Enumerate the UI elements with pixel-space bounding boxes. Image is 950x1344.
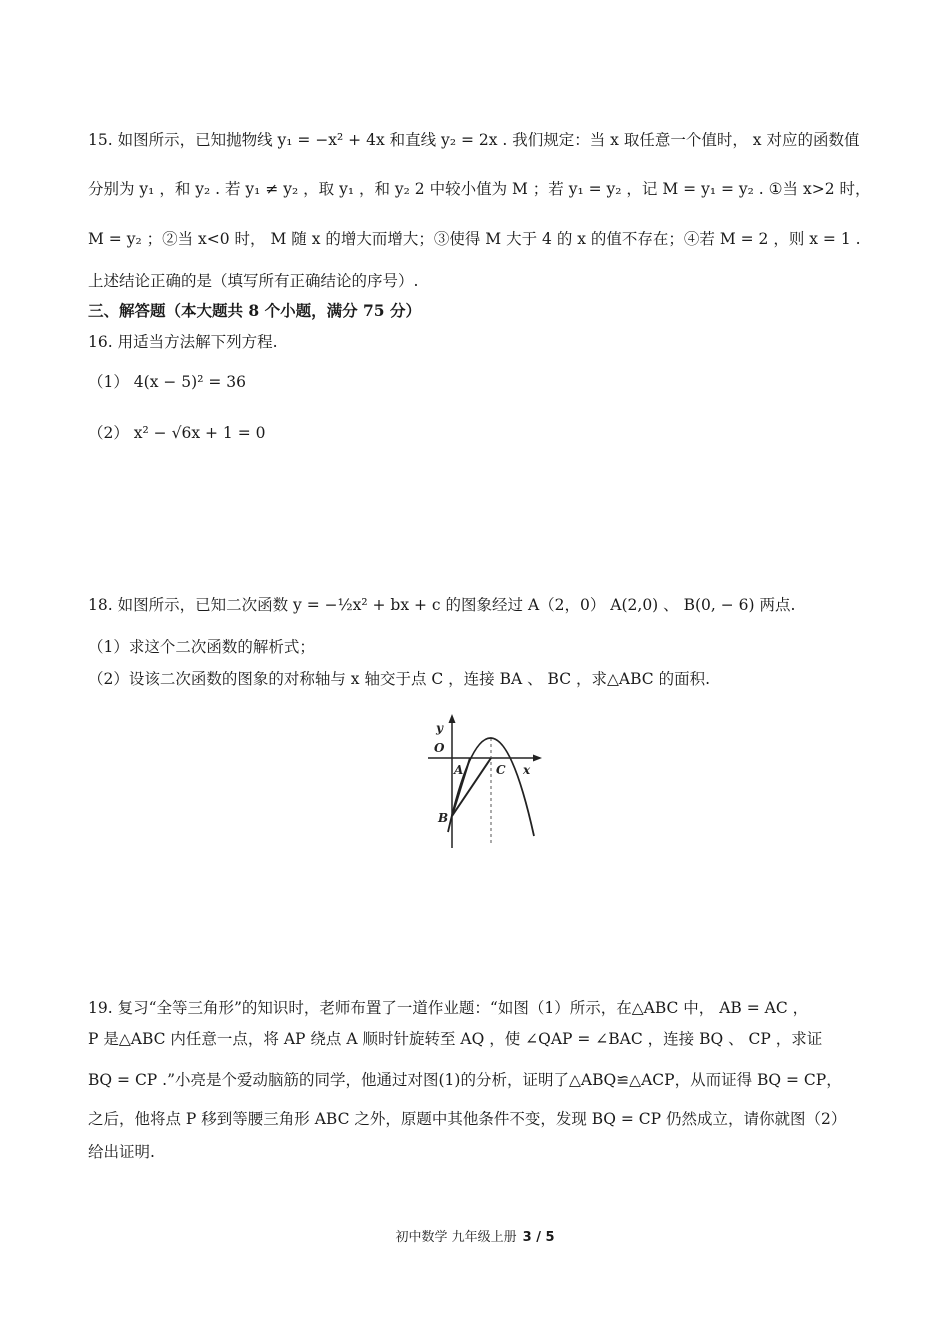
- label-y: y: [436, 721, 443, 735]
- q18-line-2: （1）求这个二次函数的解析式；: [88, 638, 315, 656]
- q18-line-3: （2）设该二次函数的图象的对称轴与 x 轴交于点 C ，连接 BA 、 BC ，求△ABC 的面积.: [88, 670, 711, 688]
- q15-line-1: 15. 如图所示，已知抛物线 y₁ = −x² + 4x 和直线 y₂ = 2x . 我们规定：当 x 取任意一个值时， x 对应的函数值: [88, 131, 860, 149]
- label-x: x: [523, 763, 531, 777]
- q19-line-5: 给出证明.: [88, 1143, 155, 1161]
- footer-text: 初中数学 九年级上册: [395, 1230, 517, 1245]
- q16-item-1: （1） 4(x − 5)² = 36: [88, 373, 246, 391]
- q19-line-1: 19. 复习“全等三角形”的知识时，老师布置了一道作业题：“如图（1）所示，在△ABC 中， AB = AC ，: [88, 999, 809, 1017]
- label-o: O: [434, 741, 445, 755]
- q15-line-3: M = y₂ ；②当 x<0 时， M 随 x 的增大而增大；③使得 M 大于 4 的 x 的值不存在；④若 M = 2 ，则 x = 1 .: [88, 230, 861, 248]
- q19-line-4: 之后，他将点 P 移到等腰三角形 ABC 之外，原题中其他条件不变，发现 BQ = CP 仍然成立，请你就图（2）: [88, 1110, 847, 1128]
- page-number: 3 / 5: [522, 1230, 555, 1245]
- q18-line-1: 18. 如图所示，已知二次函数 y = −½x² + bx + c 的图象经过 A（2，0） A(2,0) 、 B(0, − 6) 两点.: [88, 596, 796, 614]
- q15-line-2: 分别为 y₁ ，和 y₂ . 若 y₁ ≠ y₂ ，取 y₁ ，和 y₂ 2 中较小值为 M ；若 y₁ = y₂ ，记 M = y₁ = y₂ . ①当 x>2 时，: [88, 180, 871, 198]
- label-b: B: [438, 811, 449, 825]
- y-axis-arrow: [449, 714, 456, 723]
- q15-line-4: 上述结论正确的是（填写所有正确结论的序号）.: [88, 272, 419, 290]
- parabola-figure: [418, 712, 548, 852]
- q19-line-2: P 是△ABC 内任意一点，将 AP 绕点 A 顺时针旋转至 AQ ，使 ∠QAP = ∠BAC ，连接 BQ 、 CP ，求证: [88, 1030, 823, 1048]
- label-a: A: [454, 763, 464, 777]
- page-footer: [0, 1226, 950, 1245]
- label-c: C: [496, 763, 506, 777]
- q16-title: 16. 用适当方法解下列方程.: [88, 333, 278, 351]
- x-axis-arrow: [533, 755, 542, 762]
- q16-item-2: （2） x² − √6x + 1 = 0: [88, 424, 266, 442]
- q19-line-3: BQ = CP .”小亮是个爱动脑筋的同学，他通过对图(1)的分析，证明了△ABQ≌△ACP，从而证得 BQ = CP，: [88, 1071, 842, 1089]
- section-heading: 三、解答题（本大题共 8 个小题，满分 75 分）: [88, 301, 421, 320]
